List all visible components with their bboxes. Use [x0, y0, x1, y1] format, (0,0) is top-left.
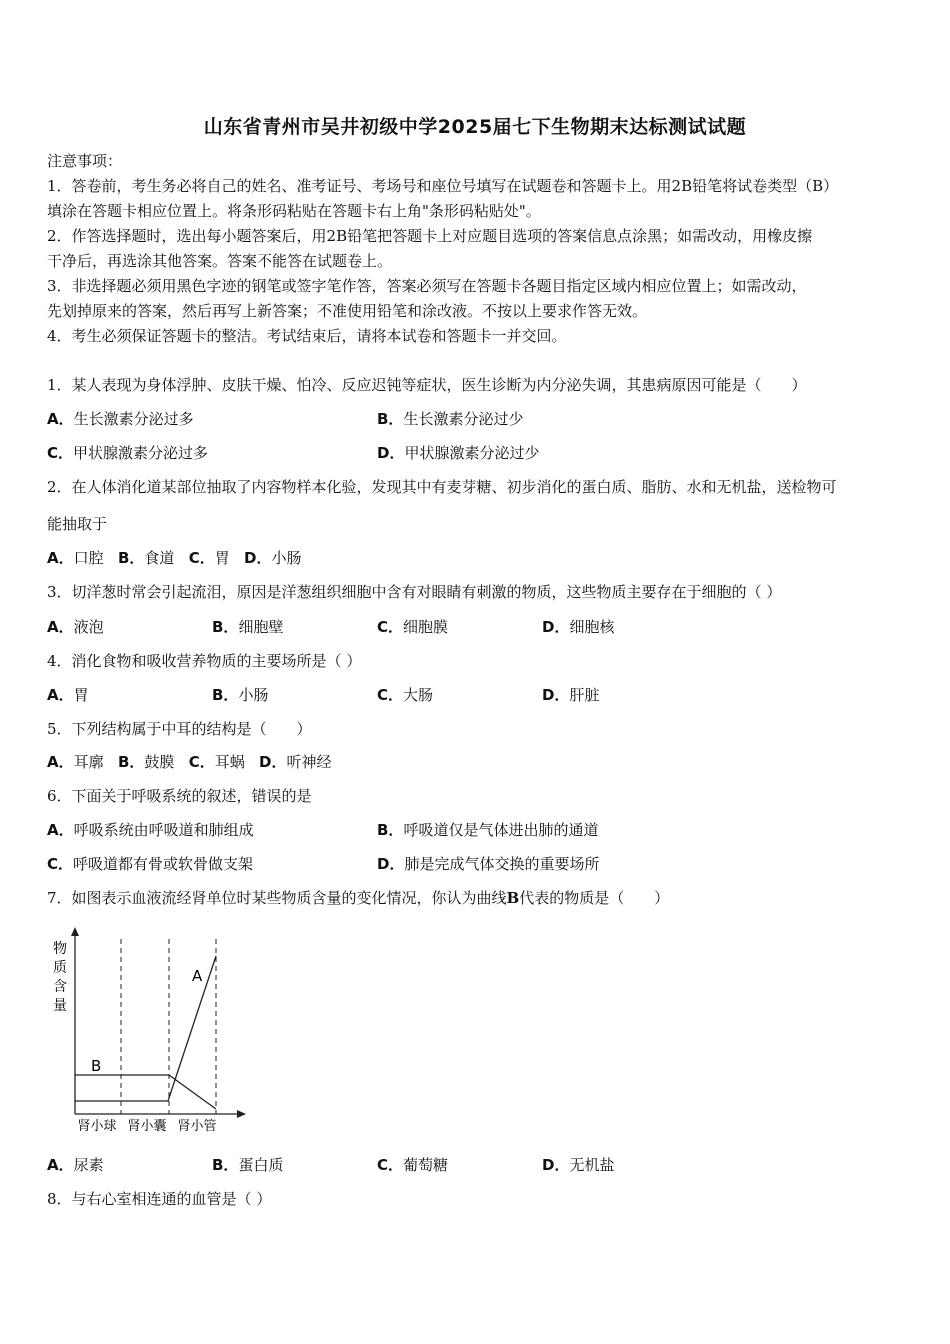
notice-line: 2．作答选择题时，选出每小题答案后，用2B铅笔把答题卡上对应题目选项的答案信息点涂黑；如需改动，用橡皮擦 [47, 227, 813, 245]
notice-line: 填涂在答题卡相应位置上。将条形码粘贴在答题卡右上角"条形码粘贴处"。 [47, 202, 541, 220]
question-8-stem: 8．与右心室相连通的血管是（ ） [47, 1190, 272, 1208]
q7-option-d: D．无机盐 [542, 1156, 615, 1174]
q6-option-a: A．呼吸系统由呼吸道和肺组成 [47, 821, 254, 839]
question-5-stem: 5．下列结构属于中耳的结构是（ ） [47, 720, 312, 738]
question-6-stem: 6．下面关于呼吸系统的叙述，错误的是 [47, 787, 312, 805]
page-title: 山东省青州市吴井初级中学2025届七下生物期末达标测试试题 [203, 116, 747, 138]
x-axis-label: 肾小管 [177, 1119, 217, 1134]
notice-line: 4．考生必须保证答题卡的整洁。考试结束后，请将本试卷和答题卡一并交回。 [47, 327, 567, 345]
y-axis-label-char: 物 [53, 941, 67, 957]
q1-option-b: B．生长激素分泌过少 [377, 410, 524, 428]
question-3-stem: 3．切洋葱时常会引起流泪，原因是洋葱组织细胞中含有对眼睛有刺激的物质，这些物质主要存在于细胞的（ ） [47, 583, 782, 601]
q3-option-d: D．细胞核 [542, 618, 615, 636]
q1-option-c: C．甲状腺激素分泌过多 [47, 444, 209, 462]
question-4-stem: 4．消化食物和吸收营养物质的主要场所是（ ） [47, 652, 362, 670]
y-axis-label-char: 含 [53, 979, 67, 995]
question-1-stem: 1．某人表现为身体浮肿、皮肤干燥、怕冷、反应迟钝等症状，医生诊断为内分泌失调，其患病原因可能是（ ） [47, 376, 807, 394]
q7-option-a: A．尿素 [47, 1156, 104, 1174]
q4-option-a: A．胃 [47, 686, 89, 704]
q4-option-d: D．肝脏 [542, 686, 600, 704]
q6-option-c: C．呼吸道都有骨或软骨做支架 [47, 855, 254, 873]
y-axis-label-char: 质 [53, 960, 67, 976]
question-2-stem: 2．在人体消化道某部位抽取了内容物样本化验，发现其中有麦芽糖、初步消化的蛋白质、脂肪、水和无机盐，送检物可 [47, 478, 837, 496]
q6-option-b: B．呼吸道仅是气体进出肺的通道 [377, 821, 599, 839]
question-7-stem: 7．如图表示血液流经肾单位时某些物质含量的变化情况，你认为曲线B代表的物质是（ ） [47, 889, 670, 907]
x-axis-arrow [237, 1110, 246, 1118]
notice-line: 3．非选择题必须用黑色字迹的钢笔或签字笔作答，答案必须写在答题卡各题目指定区域内相应位置上；如需改动， [47, 277, 807, 295]
q2-options: A．口腔 B．食道 C．胃 D．小肠 [47, 549, 302, 567]
notice-line: 先划掉原来的答案，然后再写上新答案；不准使用铅笔和涂改液。不按以上要求作答无效。 [47, 302, 648, 320]
notice-line: 干净后，再选涂其他答案。答案不能答在试题卷上。 [47, 252, 393, 270]
x-axis-label: 肾小囊 [127, 1119, 167, 1134]
notice-line: 1．答卷前，考生务必将自己的姓名、准考证号、考场号和座位号填写在试题卷和答题卡上。用2B铅笔将试卷类型（B） [47, 177, 839, 195]
q7-option-b: B．蛋白质 [212, 1156, 284, 1174]
curve-b-label: B [91, 1057, 102, 1075]
q1-option-a: A．生长激素分泌过多 [47, 410, 194, 428]
q5-options: A．耳廓 B．鼓膜 C．耳蜗 D．听神经 [47, 753, 332, 771]
curve-a-label: A [192, 967, 203, 985]
x-axis-label: 肾小球 [77, 1119, 117, 1134]
kidney-substance-chart [40, 925, 260, 1140]
q3-option-c: C．细胞膜 [377, 618, 449, 636]
q4-option-c: C．大肠 [377, 686, 434, 704]
q3-option-b: B．细胞壁 [212, 618, 284, 636]
q7-option-c: C．葡萄糖 [377, 1156, 449, 1174]
notice-heading: 注意事项： [47, 152, 123, 170]
q6-option-d: D．肺是完成气体交换的重要场所 [377, 855, 600, 873]
q3-option-a: A．液泡 [47, 618, 104, 636]
q1-option-d: D．甲状腺激素分泌过少 [377, 444, 540, 462]
q4-option-b: B．小肠 [212, 686, 269, 704]
curve-b [75, 1075, 216, 1109]
question-2-stem-cont: 能抽取于 [47, 515, 108, 533]
y-axis-arrow [71, 927, 79, 936]
y-axis-label-char: 量 [53, 998, 67, 1014]
